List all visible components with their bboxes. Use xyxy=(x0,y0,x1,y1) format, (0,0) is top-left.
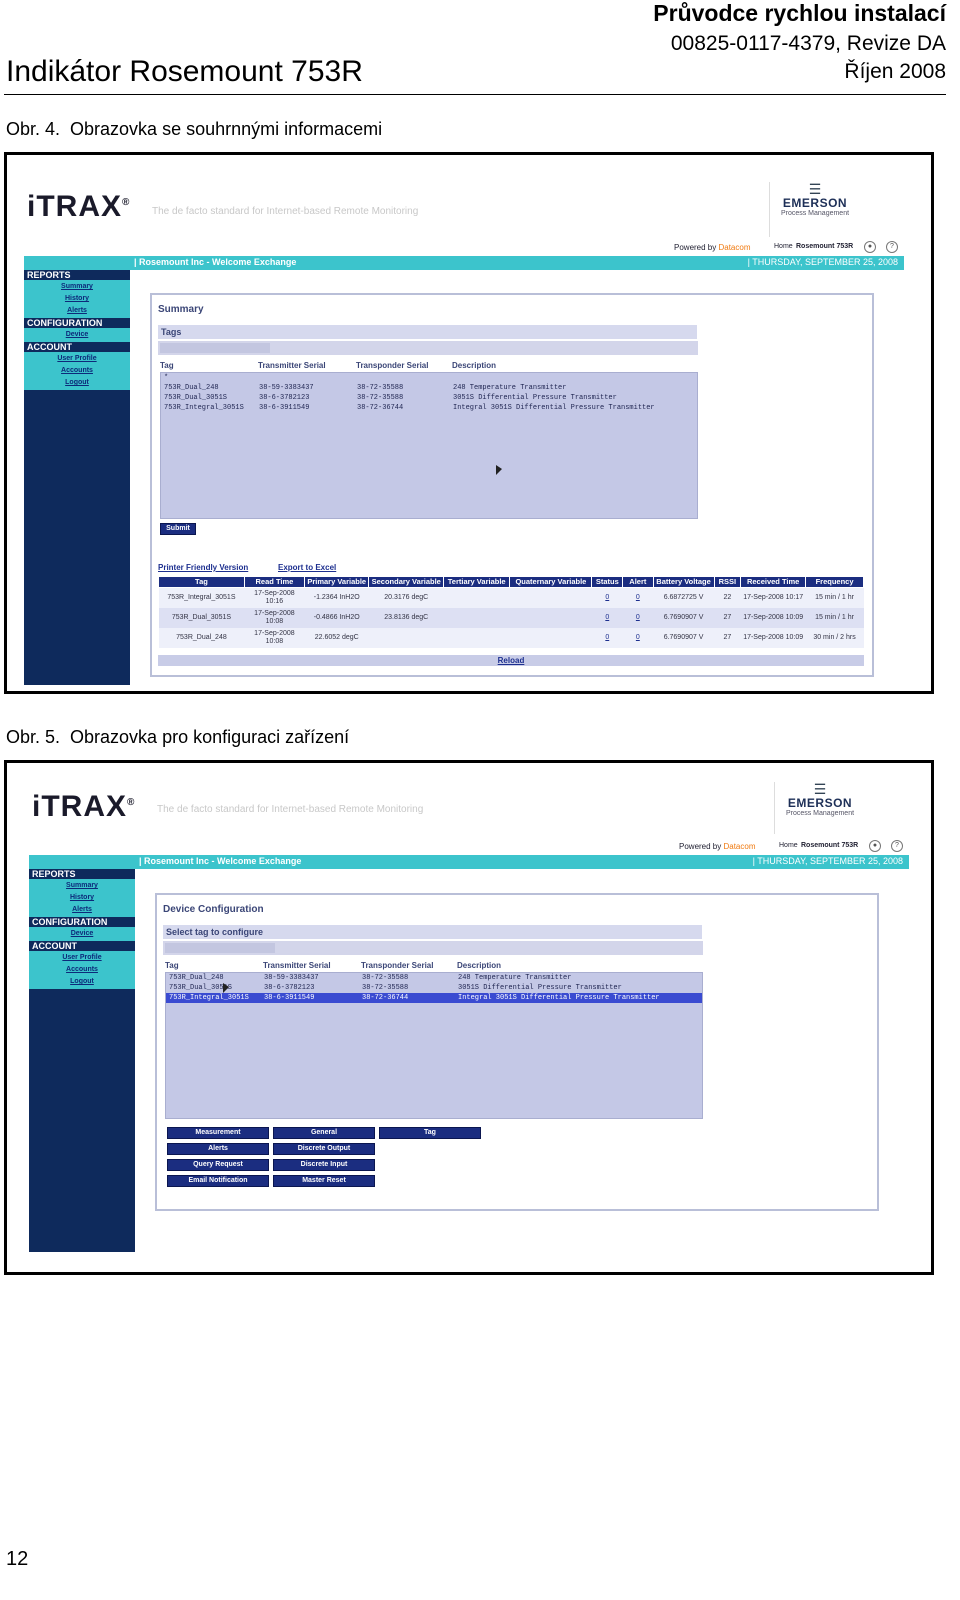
discrete-input-button[interactable]: Discrete Input xyxy=(273,1159,375,1171)
cell-quaternary xyxy=(510,608,592,628)
query-request-button[interactable]: Query Request xyxy=(167,1159,269,1171)
tags-listbox[interactable] xyxy=(160,372,698,519)
general-button[interactable]: General xyxy=(273,1127,375,1139)
th-frequency[interactable]: Frequency xyxy=(806,577,864,588)
doc-number: 00825-0117-4379, Revize DA xyxy=(670,32,946,55)
mouse-cursor-icon xyxy=(223,983,229,993)
fig4-frame xyxy=(4,152,934,694)
table-row xyxy=(159,608,864,628)
col-transmitter-serial: Transmitter Serial xyxy=(263,961,331,970)
welcome-bar xyxy=(29,855,909,869)
email-notification-button[interactable]: Email Notification xyxy=(167,1175,269,1187)
sidebar-head-reports: REPORTS xyxy=(29,869,135,879)
sidebar-item-summary[interactable]: Summary xyxy=(61,283,93,290)
cell-primary: -0.4866 InH2O xyxy=(304,608,369,628)
cell-tertiary xyxy=(443,628,509,648)
th-read-time[interactable]: Read Time xyxy=(244,577,304,588)
date-text: | THURSDAY, SEPTEMBER 25, 2008 xyxy=(747,257,898,267)
guide-title: Průvodce rychlou instalací xyxy=(653,0,946,26)
list-item-selected[interactable]: 753R_Integral_3051S 38-6-3911549 38-72-36744 Integral 3051S Differential Pressure Transmitter xyxy=(166,993,702,1003)
tagline: The de facto standard for Internet-based Remote Monitoring xyxy=(152,206,419,217)
list-item[interactable]: 753R_Dual_248 38-59-3383437 38-72-35588 248 Temperature Transmitter xyxy=(169,974,572,982)
sidebar-item-logout[interactable]: Logout xyxy=(65,379,89,386)
emerson-mark-icon: ☰ xyxy=(808,181,822,197)
col-transponder-serial: Transponder Serial xyxy=(361,961,434,970)
cell-frequency: 15 min / 1 hr xyxy=(806,588,864,609)
cell-received: 17-Sep-2008 10:17 xyxy=(741,588,806,609)
th-tertiary[interactable]: Tertiary Variable xyxy=(443,577,509,588)
cell-frequency: 15 min / 1 hr xyxy=(806,608,864,628)
itrax-logo: iTRAX® xyxy=(32,790,136,823)
cell-battery: 6.6872725 V xyxy=(653,588,714,609)
powered-by: Powered by Datacom xyxy=(679,842,756,851)
home-link[interactable]: Home xyxy=(779,842,798,849)
col-description: Description xyxy=(457,961,502,970)
reload-link[interactable]: Reload xyxy=(158,655,864,666)
fig4-caption: Obr. 4. Obrazovka se souhrnnými informacemi xyxy=(6,119,383,139)
col-description: Description xyxy=(452,361,497,370)
page-title: Summary xyxy=(158,304,204,315)
powered-by: Powered by Datacom xyxy=(674,243,751,252)
doc-date: Říjen 2008 xyxy=(844,60,946,83)
th-alert[interactable]: Alert xyxy=(623,577,653,588)
th-battery[interactable]: Battery Voltage xyxy=(653,577,714,588)
sidebar-item-logout[interactable]: Logout xyxy=(70,978,94,985)
cell-alert-link[interactable]: 0 xyxy=(623,588,653,609)
fig5-caption: Obr. 5. Obrazovka pro konfiguraci zařízení xyxy=(6,727,350,747)
col-transponder-serial: Transponder Serial xyxy=(356,361,429,370)
readings-table xyxy=(158,576,864,648)
master-reset-button[interactable]: Master Reset xyxy=(273,1175,375,1187)
cell-tag: 753R_Integral_3051S xyxy=(159,588,245,609)
sidebar-item-accounts[interactable]: Accounts xyxy=(66,966,98,973)
cell-secondary: 20.3176 degC xyxy=(369,588,444,609)
select-tag-filter-box xyxy=(163,941,703,955)
emerson-logo: ☰ EMERSON Process Management xyxy=(774,782,865,834)
cell-read-time: 17-Sep-2008 10:08 xyxy=(244,608,304,628)
th-secondary[interactable]: Secondary Variable xyxy=(369,577,444,588)
welcome-text: | Rosemount Inc - Welcome Exchange xyxy=(134,257,297,267)
th-tag[interactable]: Tag xyxy=(159,577,245,588)
user-name: Rosemount 753R xyxy=(801,842,859,849)
cell-status-link[interactable]: 0 xyxy=(592,628,623,648)
date-text: | THURSDAY, SEPTEMBER 25, 2008 xyxy=(752,856,903,866)
welcome-bar xyxy=(24,256,904,270)
sidebar-item-user-profile[interactable]: User Profile xyxy=(62,954,102,961)
tag-button[interactable]: Tag xyxy=(379,1127,481,1139)
printer-friendly-link[interactable]: Printer Friendly Version xyxy=(158,563,249,572)
sidebar-head-configuration: CONFIGURATION xyxy=(29,917,135,927)
emerson-mark-icon: ☰ xyxy=(813,781,827,797)
tags-filter-input[interactable] xyxy=(160,343,270,353)
cell-alert-link[interactable]: 0 xyxy=(623,628,653,648)
alerts-button[interactable]: Alerts xyxy=(167,1143,269,1155)
page-title: Device Configuration xyxy=(163,904,264,915)
doc-title: Indikátor Rosemount 753R xyxy=(6,55,363,88)
sidebar-item-device[interactable]: Device xyxy=(65,331,89,338)
list-item[interactable]: 753R_Dual_3051S 38-6-3782123 38-72-35588 3051S Differential Pressure Transmitter xyxy=(169,984,622,992)
discrete-output-button[interactable]: Discrete Output xyxy=(273,1143,375,1155)
th-quaternary[interactable]: Quaternary Variable xyxy=(510,577,592,588)
tags-filter-box xyxy=(158,341,698,355)
mouse-cursor-icon xyxy=(496,465,502,475)
export-excel-link[interactable]: Export to Excel xyxy=(278,563,337,572)
th-received[interactable]: Received Time xyxy=(741,577,806,588)
itrax-logo: iTRAX® xyxy=(27,190,131,223)
cell-received: 17-Sep-2008 10:09 xyxy=(741,628,806,648)
sidebar-item-alerts[interactable]: Alerts xyxy=(67,307,87,314)
globe-icon[interactable]: ● xyxy=(869,840,881,852)
cell-battery: 6.7690907 V xyxy=(653,608,714,628)
sidebar-item-device[interactable]: Device xyxy=(70,930,94,937)
page-number: 12 xyxy=(6,1548,29,1570)
cell-rssi: 22 xyxy=(714,588,741,609)
help-icon[interactable]: ? xyxy=(891,840,903,852)
header-rule xyxy=(4,94,946,95)
cell-alert-link[interactable]: 0 xyxy=(623,608,653,628)
th-rssi[interactable]: RSSI xyxy=(714,577,741,588)
select-tag-filter-input[interactable] xyxy=(165,943,275,953)
col-transmitter-serial: Transmitter Serial xyxy=(258,361,326,370)
cell-frequency: 30 min / 2 hrs xyxy=(806,628,864,648)
cell-rssi: 27 xyxy=(714,608,741,628)
globe-icon[interactable]: ● xyxy=(864,241,876,253)
tagline: The de facto standard for Internet-based Remote Monitoring xyxy=(157,804,424,815)
cell-secondary: 23.8136 degC xyxy=(369,608,444,628)
cell-tag: 753R_Dual_248 xyxy=(159,628,245,648)
cell-primary: 22.6052 degC xyxy=(304,628,369,648)
sidebar-head-account: ACCOUNT xyxy=(24,342,130,352)
app-window xyxy=(29,780,911,1258)
user-name: Rosemount 753R xyxy=(796,243,854,250)
th-primary[interactable]: Primary Variable xyxy=(304,577,369,588)
table-row xyxy=(159,628,864,648)
device-config-panel xyxy=(155,893,879,1211)
cell-tag: 753R_Dual_3051S xyxy=(159,608,245,628)
list-item-all[interactable]: * xyxy=(164,374,169,382)
col-tag: Tag xyxy=(160,361,174,370)
cell-quaternary xyxy=(510,628,592,648)
help-icon[interactable]: ? xyxy=(886,241,898,253)
th-status[interactable]: Status xyxy=(592,577,623,588)
select-tag-section: Select tag to configure xyxy=(163,925,702,939)
measurement-button[interactable]: Measurement xyxy=(167,1127,269,1139)
device-tag-listbox[interactable] xyxy=(165,972,703,1119)
table-row xyxy=(159,588,864,609)
app-window xyxy=(24,180,907,685)
sidebar-head-configuration: CONFIGURATION xyxy=(24,318,130,328)
summary-panel xyxy=(150,293,874,677)
list-item[interactable]: 753R_Dual_248 38-59-3383437 38-72-35588 248 Temperature Transmitter xyxy=(164,384,567,392)
sidebar-item-history[interactable]: History xyxy=(64,295,90,302)
cell-read-time: 17-Sep-2008 10:16 xyxy=(244,588,304,609)
cell-rssi: 27 xyxy=(714,628,741,648)
cell-tertiary xyxy=(443,608,509,628)
welcome-text: | Rosemount Inc - Welcome Exchange xyxy=(139,856,302,866)
cell-received: 17-Sep-2008 10:09 xyxy=(741,608,806,628)
sidebar-head-reports: REPORTS xyxy=(24,270,130,280)
home-link[interactable]: Home xyxy=(774,243,793,250)
sidebar-item-summary[interactable]: Summary xyxy=(66,882,98,889)
fig5-frame xyxy=(4,760,934,1275)
cell-secondary xyxy=(369,628,444,648)
cell-quaternary xyxy=(510,588,592,609)
list-item[interactable]: 753R_Dual_3051S 38-6-3782123 38-72-35588 3051S Differential Pressure Transmitter xyxy=(164,394,617,402)
submit-button[interactable]: Submit xyxy=(160,523,196,535)
sidebar-head-account: ACCOUNT xyxy=(29,941,135,951)
sidebar-item-history[interactable]: History xyxy=(69,894,95,901)
table-header-row xyxy=(159,577,864,588)
list-item[interactable]: 753R_Integral_3051S 38-6-3911549 38-72-36744 Integral 3051S Differential Pressure Transmitter xyxy=(164,404,655,412)
tags-section: Tags xyxy=(158,325,697,339)
sidebar-item-user-profile[interactable]: User Profile xyxy=(57,355,97,362)
sidebar-item-accounts[interactable]: Accounts xyxy=(61,367,93,374)
cell-primary: -1.2364 InH2O xyxy=(304,588,369,609)
sidebar xyxy=(24,270,130,685)
cell-read-time: 17-Sep-2008 10:08 xyxy=(244,628,304,648)
col-tag: Tag xyxy=(165,961,179,970)
cell-tertiary xyxy=(443,588,509,609)
sidebar-item-alerts[interactable]: Alerts xyxy=(72,906,92,913)
topbar-left-fill xyxy=(24,256,130,270)
cell-status-link[interactable]: 0 xyxy=(592,608,623,628)
emerson-logo: ☰ EMERSON Process Management xyxy=(769,182,860,237)
cell-battery: 6.7690907 V xyxy=(653,628,714,648)
cell-status-link[interactable]: 0 xyxy=(592,588,623,609)
sidebar xyxy=(29,869,135,1252)
